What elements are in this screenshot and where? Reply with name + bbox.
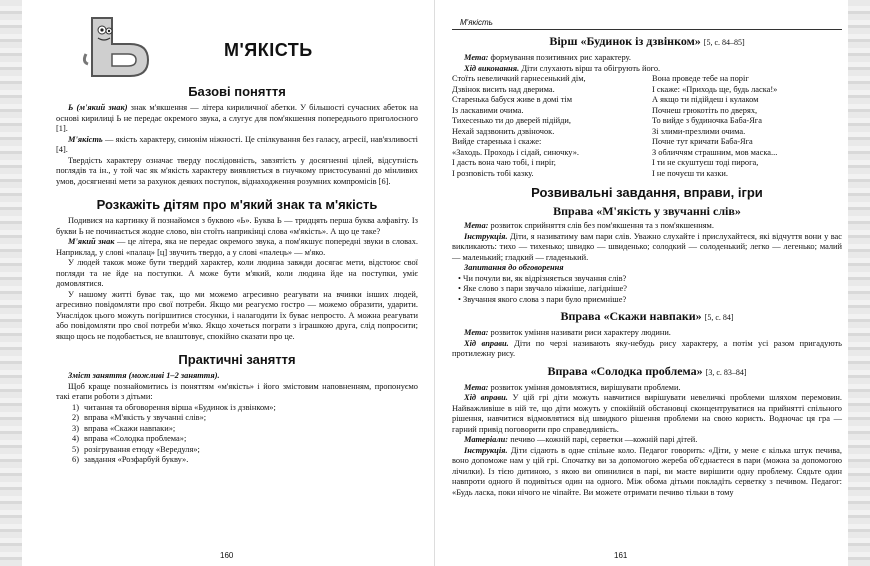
page-gutter	[434, 0, 435, 566]
paragraph: Інструкція. Діти, я називатиму вам пари слів. Уважно слухайте і прислухайтеся, які відчуття вони у вас викликають: тихо — тихенько; швидко — швиденько; солодкий — солоденький; легко — легенько; малий — маленький; гладкий — гладенький.	[452, 231, 842, 262]
list-item: 2) вправа «М'якість у звучанні слів»;	[72, 413, 207, 422]
poem-text	[452, 74, 842, 179]
paragraph: Мета: формування позитивних рис характеру.	[464, 53, 631, 62]
section-heading-tell-children: Розкажіть дітям про м'який знак та м'якість	[96, 197, 378, 212]
paragraph: Зміст заняття (можливі 1–2 заняття).	[68, 371, 220, 380]
decorative-border-right	[848, 0, 870, 566]
questions-label: Запитання до обговорення	[464, 263, 564, 272]
section-heading-tasks: Розвивальні завдання, вправи, ігри	[531, 185, 763, 200]
paragraph: Інструкція. Діти сідають в одне спільне коло. Педагог говорить: «Діти, у мене є кілька штук печива, воно допоможе нам у цій грі. Спочатку ви за допомогою жереба об'єднаєтеся в пари (можна за допомогою лічилки). Із тією дитиною, з якою ви опинилися в парі, ви маєте вирішити одну проблему. Сядьте один навпроти одного й подивіться один на одного. Між обома дітьми покладіть серветку з печивом. Педагог: «Будь ласка, поки нічого не чіпайте. Ви можете отримати печиво тільки в тому	[452, 445, 842, 497]
list-item: • Звучання якого слова з пари було приємніше?	[466, 295, 842, 306]
section-heading-practice: Практичні заняття	[178, 352, 296, 367]
section-heading-basics: Базові поняття	[188, 84, 286, 99]
paragraph: Щоб краще познайомитись із поняттям «м'якість» і його змістовим наповненням, пропонуємо такі етапи роботи з дітьми:	[56, 381, 418, 401]
chapter-header	[56, 0, 418, 80]
paragraph: М'який знак — це літера, яка не передає окремого звука, а пом'якшує попередні звуки в словах. Наприклад, у слові «палац» [ц] звучить твердо, а у слові «палець» — м'яко.	[56, 237, 418, 257]
paragraph: М'якість — якість характеру, синонім ніжності. Це спілкування без галасу, агресії, нав'язливості [4].	[56, 134, 418, 154]
right-page	[444, 0, 848, 566]
poem-column-1: Стоїть невеличкий гарнесенький дім, Дзвінок висить над дверима. Старенька бабуся живе в домі тім Із ласкавими очима. Тихесенько ти до дверей підійди, Нехай задзвонить дзвіночок. Вийде старенька і скаже: «Заходь. Проходь і сідай, синочку». І дасть вона чаю тобі, і пиріг, І розповість тобі казку.	[452, 74, 586, 178]
list-item: 5) розігрування етюду «Вередуля»;	[72, 444, 200, 454]
task-list	[56, 403, 418, 466]
exercise-heading-opposite: Вправа «Скажи навпаки» [5, с. 84]	[560, 309, 734, 323]
page-number-right: 161	[614, 551, 628, 560]
list-item: 1) читання та обговорення вірша «Будинок із дзвінком»;	[72, 402, 276, 412]
paragraph: У нашому житті буває так, що ми можемо агресивно реагувати на вчинки інших людей, агресивно повідомляти про свої потреби. Якщо ми реагуємо гостро — можемо образити, ударити. Унаслідок цього можуть погіршитися стосунки, і налагодити їх буває непросто. А можна реагувати або повідомляти про свої потреби м'яко. Якщо хочеться пограти з іграшкою друга, слід попросити; якщо щось не подобається, не влаштовує, спокійно сказати про це.	[56, 289, 418, 341]
questions-list	[452, 274, 842, 306]
paragraph: Мета: розвиток уміння називати риси характеру людини.	[464, 328, 671, 337]
paragraph: Мета: розвиток уміння домовлятися, вирішувати проблеми.	[464, 382, 681, 392]
paragraph: Мета: розвиток сприйняття слів без пом'якшення та з пом'якшенням.	[464, 221, 714, 230]
poem-heading: Вірш «Будинок із дзвінком» [5, с. 84–85]	[549, 34, 745, 48]
running-head: М'якість	[452, 0, 842, 30]
chapter-title: М'ЯКІСТЬ	[224, 40, 313, 60]
decorative-border-left	[0, 0, 22, 566]
paragraph: Ь (м'який знак) знак м'якшення — літера кириличної абетки. У більшості сучасних абеток на основі кирилиці Ь не передає окремого звука, а слугує для пом'якшення попереднього приголосного [1].	[56, 103, 418, 133]
exercise-heading-sweet-problem: Вправа «Солодка проблема» [3, с. 83–84]	[547, 363, 747, 378]
paragraph: Хід вправи. У цій грі діти можуть навчитися вирішувати невеличкі проблеми шляхом перемовин. Найважливіше в ній те, що діти можуть у спокійній обстановці сконцентруватися на прийнятті спільного рішення, навчитися відмовлятися від швидкого рішення проблеми на свою користь. Водночас ця гра — гарний привід поговорити про справедливість.	[452, 393, 842, 434]
exercise-heading-softness: Вправа «М'якість у звучанні слів»	[553, 204, 741, 218]
paragraph: Твердість характеру означає тверду послідовність, завзятість у досягненні цілей, відсутність поглядів та ін., у той час як м'якість характеру виявляється в гнучкому пристосуванні до мінливих умов, досягненні мети за рахунок деяких поступок, віднаходження розумних компромісів [6].	[56, 155, 418, 186]
list-item: • Чи почули ви, як відрізняється звучання слів?	[466, 274, 842, 285]
list-item: 4) вправа «Солодка проблема»;	[72, 434, 187, 443]
page-number-left: 160	[220, 551, 234, 560]
poem-column-2: Вона проведе тебе на поріг І скаже: «Приходь ще, будь ласка!» А якщо ти підійдеш і кулаком Почнеш грюкотіть по дверях, То вийде з будиночка Баба-Яга Зі злими-презлими очима. Почне тут кричати Баба-Яга З обличчям страшним, мов маска... І ти не скуштуєш тоді пирога, І не почуєш ти казки.	[652, 74, 778, 178]
paragraph: Хід вправи. Діти по черзі називають яку-небудь рису характеру, а потім усі разом пригадують протилежну рису.	[452, 338, 842, 358]
list-item: • Яке слово з пари звучало ніжніше, лагідніше?	[466, 284, 842, 295]
list-item: 6) завдання «Розфарбуй букву».	[72, 455, 189, 464]
paragraph: Хід виконання. Діти слухають вірш та обігрують його.	[464, 63, 661, 73]
soft-sign-mascot-icon	[82, 14, 152, 80]
list-item: 3) вправа «Скажи навпаки»;	[72, 423, 176, 433]
paragraph: Подивися на картинку й познайомся з буквою «Ь». Буква Ь — тридцять перша буква алфавіту. Із букви Ь не починається жодне слово, він стоїть наприкінці слова «м'якість». А що це таке?	[56, 216, 418, 236]
left-page	[26, 0, 426, 566]
paragraph: У людей також може бути твердий характер, коли людина завжди досягає мети, відстоює свої погляди та не йде на поступки. А може бути м'який, коли людина йде на поступки, уміє домовлятися.	[56, 258, 418, 288]
paragraph: Матеріали: печиво —кожній парі, серветки —кожній парі дітей.	[464, 435, 698, 444]
